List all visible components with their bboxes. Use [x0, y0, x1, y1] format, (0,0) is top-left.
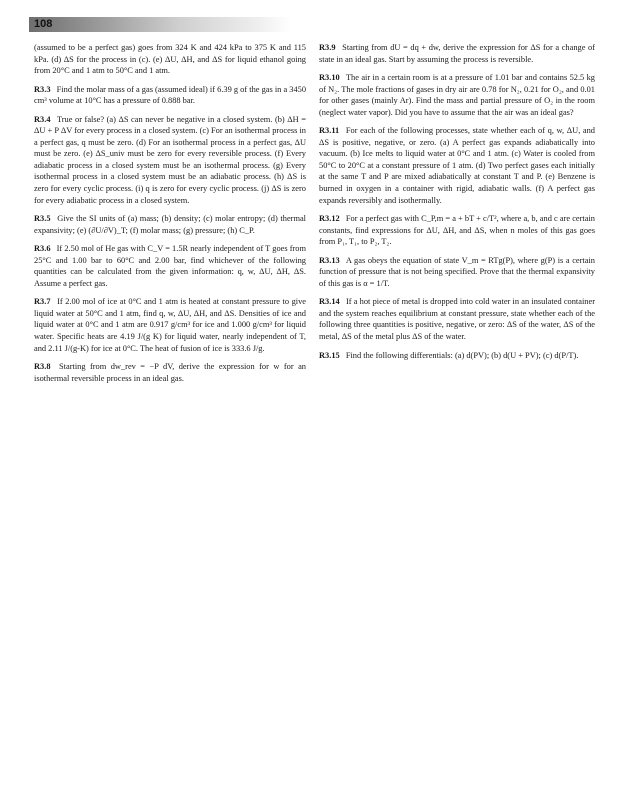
problem-r3-7: [34, 296, 306, 354]
problem-text: Find the following differentials: (a) d(PV); (b) d(U + PV); (c) d(P/T).: [345, 350, 579, 360]
problem-number: R3.3: [34, 84, 51, 94]
problem-r3-6: [34, 243, 306, 289]
problem-r3-14: [319, 296, 595, 342]
problem-text: For a perfect gas with C_P,m = a + bT + c/T², where a, b, and c are certain constants, find expressions for ΔU, ΔH, and ΔS, when n moles of this gas goes from P₁, T₁, to P₂, T₂.: [319, 214, 595, 247]
problem-r3-13: [319, 255, 595, 290]
problem-r3-10: [319, 72, 595, 118]
problem-text: Starting from dU = dq + dw, derive the expression for ΔS for a change of state in an ideal gas. Start by assuming the process is reversible.: [319, 43, 595, 64]
problem-text: Give the SI units of (a) mass; (b) density; (c) molar entropy; (d) thermal expansivity; (e) (∂U/∂V)_T; (f) molar mass; (g) pressure; (h) C_P.: [34, 214, 307, 235]
problem-number: R3.5: [34, 214, 51, 224]
problem-number: R3.6: [34, 244, 51, 254]
problem-number: R3.7: [34, 297, 51, 307]
problem-text: A gas obeys the equation of state V_m = RTg(P), where g(P) is a certain function of pressure that is not being specified. Prove that the thermal expansivity of this gas is α = 1/T.: [319, 255, 595, 288]
problem-r3-5: [34, 213, 306, 236]
problem-number: R3.12: [319, 214, 340, 224]
problem-text: Find the molar mass of a gas (assumed ideal) if 6.39 g of the gas in a 3450 cm³ volume at 10°C has a pressure of 0.888 bar.: [34, 84, 307, 106]
problem-text: Starting from dw_rev = −P dV, derive the expression for w for an isothermal reversible process in an ideal gas.: [34, 362, 306, 383]
problem-number: R3.10: [319, 73, 340, 83]
problem-text: The air in a certain room is at a pressure of 1.01 bar and contains 52.5 kg of N₂. The mole fractions of gases in dry air are 0.78 for N₂, 0.21 for O₂, and 0.01 for other gases (mainly Ar). Find the mass and partial pressure of O₂ in the room (neglect water vapor). Did you have to assume that the air was an ideal gas?: [319, 73, 595, 117]
right-column: [319, 42, 595, 368]
problem-text: If 2.00 mol of ice at 0°C and 1 atm is heated at constant pressure to give liquid water at 50°C and 1 atm, find q, w, ΔU, ΔH, and ΔS. Densities of ice and liquid water at 0°C and 1 atm are 0.917 g/cm³ for ice and 1.000 g/cm³ for liquid water. Specific heats are 4.19 J/(g K) for liquid water, nearly independent of T, and 2.11 J/(g-K) for ice at 0°C. The heat of fusion of ice is 333.6 J/g.: [34, 297, 306, 353]
problem-r3-15: [319, 350, 595, 362]
problem-r3-4: [34, 114, 306, 206]
problem-text: True or false? (a) ΔS can never be negative in a closed system. (b) ΔH = ΔU + P ΔV for every process in a closed system. (c) For an isothermal process in a perfect gas, q must be zero. (d) For an isothermal process in a perfect gas, ΔU must be zero. (e) ΔS_univ must be zero for every reversible process. (f) Every adiabatic process in a closed system must be an isothermal process. (g) Every isothermal process in a closed system must be an adiabatic process. (h) ΔS is zero for every cyclic process. (i) q is zero for every cyclic process. (j) ΔS is zero for every adiabatic process in a closed system.: [34, 114, 306, 205]
problem-text: If a hot piece of metal is dropped into cold water in an insulated container and the system reaches equilibrium at constant pressure, state whether each of the following three quantities is positive, negative, or zero: ΔS of the water, ΔS of the metal, ΔS of the metal plus ΔS of the water.: [319, 297, 595, 342]
problem-text: If 2.50 mol of He gas with C_V = 1.5R nearly independent of T goes from 25°C and 1.00 bar to 60°C and 2.00 bar, find whichever of the following quantities can be calculated from the given information: q, w, ΔU, ΔH, ΔS. Assume a perfect gas.: [34, 244, 306, 288]
problem-r3-8: [34, 361, 306, 384]
page-header-bar: [29, 17, 291, 32]
problem-number: R3.14: [319, 297, 340, 307]
left-column: [34, 42, 306, 391]
problem-r3-9: [319, 42, 595, 65]
problem-continuation: [34, 42, 306, 77]
problem-number: R3.15: [319, 350, 340, 360]
problem-text: (assumed to be a perfect gas) goes from 324 K and 424 kPa to 375 K and 115 kPa. (d) ΔS for the process in (c). (e) ΔU, ΔH, and ΔS for liquid ethanol going from 20°C and 1 atm to 50°C and 1 atm.: [34, 43, 306, 76]
problem-r3-11: [319, 125, 595, 206]
problem-number: R3.9: [319, 43, 336, 52]
problem-text: For each of the following processes, state whether each of q, w, ΔU, and ΔS is positive, negative, or zero. (a) A perfect gas expands adiabatically into vacuum. (b) Ice melts to liquid water at 0°C and 1 atm. (c) Water is cooled from 50°C to 20°C at a constant pressure of 1 atm. (d) Two perfect gases each initially at the same T and P are mixed adiabatically at constant T and P. (e) Benzene is burned in oxygen in a container with rigid, adiabatic walls. (f) A perfect gas expands reversibly and isothermally.: [319, 126, 595, 205]
page-number: 108: [34, 18, 53, 30]
problem-number: R3.4: [34, 114, 51, 124]
problem-r3-12: [319, 213, 595, 248]
problem-r3-3: [34, 84, 306, 107]
problem-number: R3.11: [319, 126, 340, 136]
problem-number: R3.8: [34, 362, 51, 372]
problem-number: R3.13: [319, 255, 340, 265]
